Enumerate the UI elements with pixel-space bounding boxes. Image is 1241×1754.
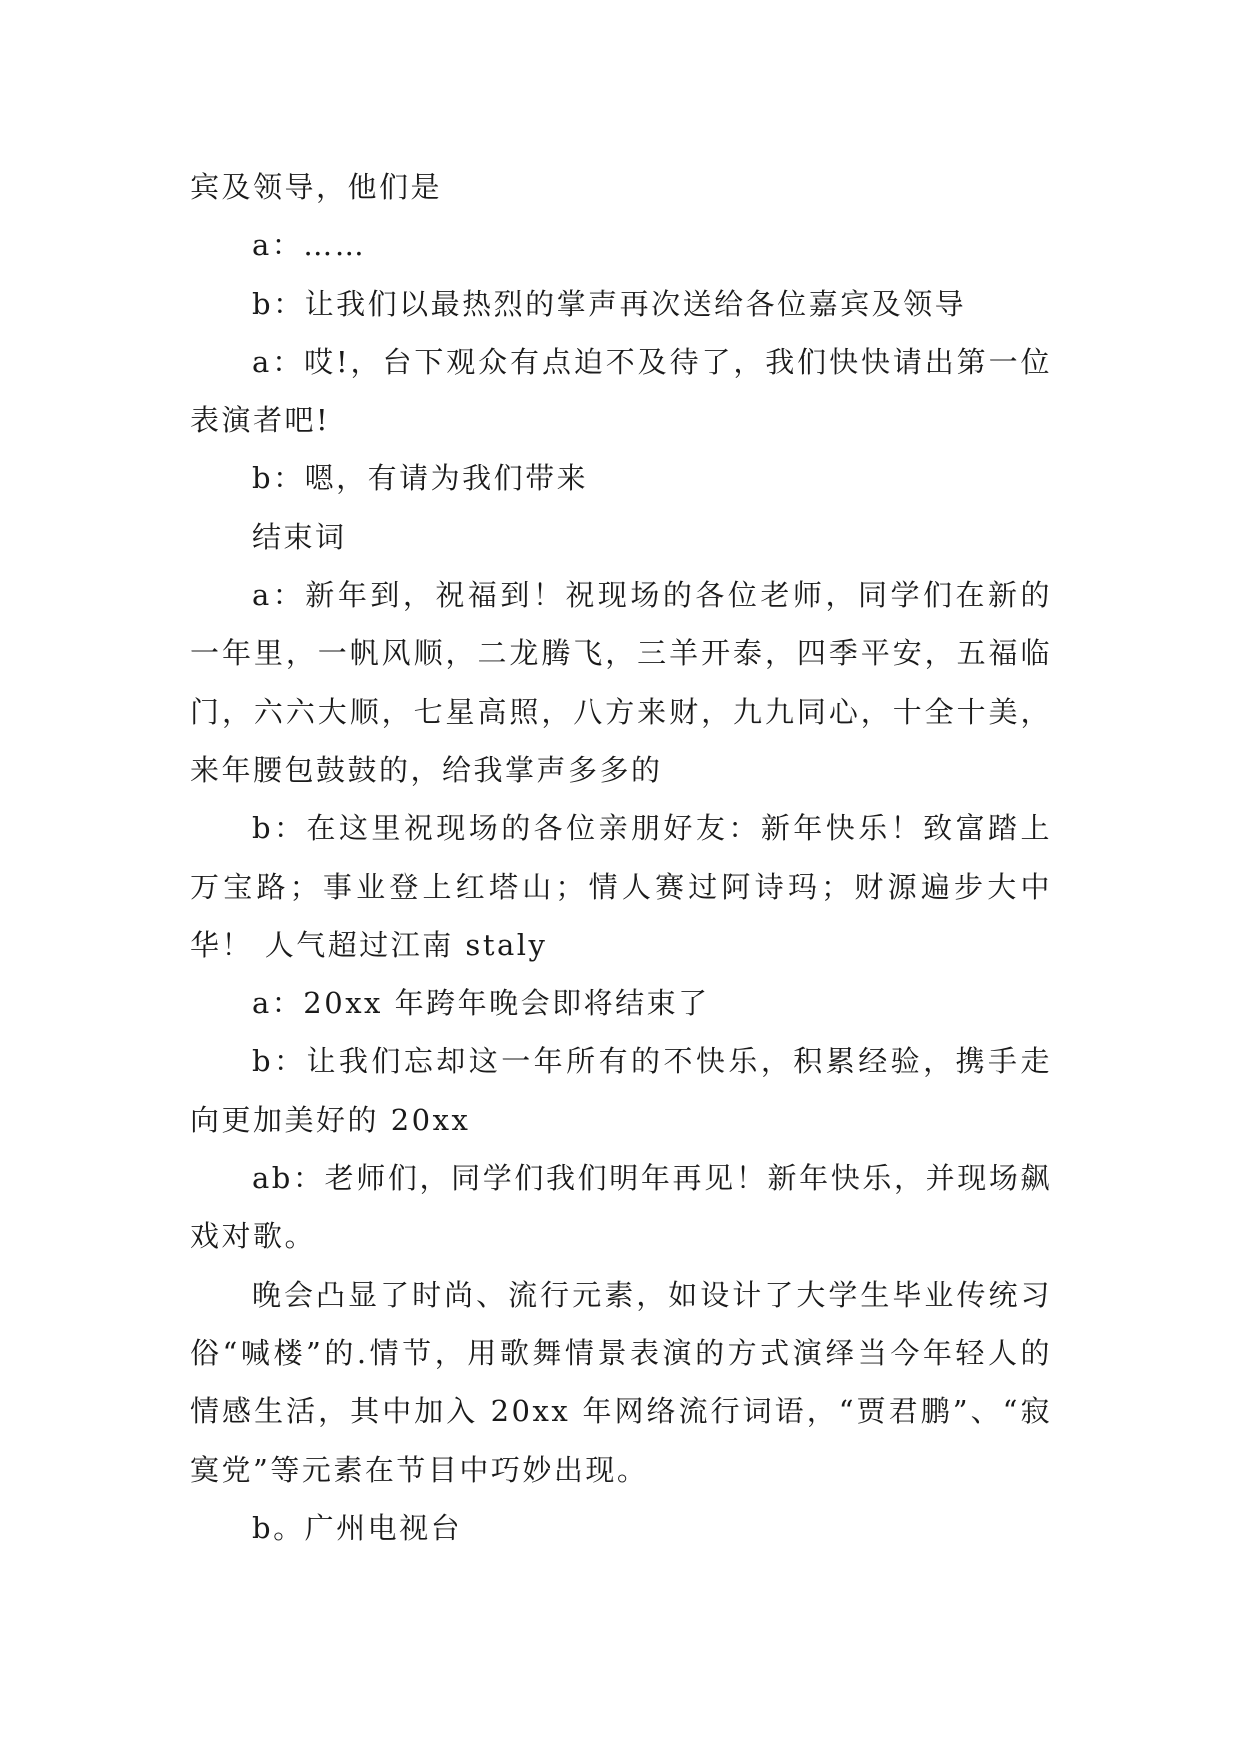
paragraph-b-forget: b：让我们忘却这一年所有的不快乐，积累经验，携手走向更加美好的 20xx <box>190 1044 1052 1137</box>
paragraph-a-ellipsis: a：…… <box>252 228 367 263</box>
paragraph-continuation: 宾及领导，他们是 <box>190 170 443 204</box>
paragraph-gala-description: 晚会凸显了时尚、流行元素，如设计了大学生毕业传统习俗“喊楼”的.情节，用歌舞情景表演的方式演绎当今年轻人的情感生活，其中加入 20xx 年网络流行词语，“贾君鹏”、“寂寞党”等元素在节目中巧妙出现。 <box>190 1277 1052 1487</box>
paragraph-a-gala-ending: a：20xx 年跨年晚会即将结束了 <box>252 986 710 1021</box>
paragraph-b-blessings: b：在这里祝现场的各位亲朋好友：新年快乐！致富踏上万宝路；事业登上红塔山；情人赛过阿诗玛；财源遍步大中华！ 人气超过江南 staly <box>190 811 1052 962</box>
paragraph-a-new-year-wishes: a：新年到，祝福到！祝现场的各位老师，同学们在新的一年里，一帆风顺，二龙腾飞，三羊开泰，四季平安，五福临门，六六大顺，七星高照，八方来财，九九同心，十全十美，来年腰包鼓鼓的，给我掌声多多的 <box>190 578 1052 787</box>
paragraph-ab-farewell: ab：老师们，同学们我们明年再见！新年快乐，并现场飙戏对歌。 <box>190 1161 1052 1254</box>
paragraph-b-invite: b：嗯，有请为我们带来 <box>252 461 589 496</box>
paragraph-b-applause: b：让我们以最热烈的掌声再次送给各位嘉宾及领导 <box>252 286 967 321</box>
document-body <box>190 158 1052 1557</box>
section-heading-closing: 结束词 <box>252 519 347 554</box>
paragraph-a-first-performer: a：哎!，台下观众有点迫不及待了，我们快快请出第一位表演者吧! <box>190 344 1052 438</box>
paragraph-b-guangzhou-tv: b。广州电视台 <box>252 1510 463 1545</box>
